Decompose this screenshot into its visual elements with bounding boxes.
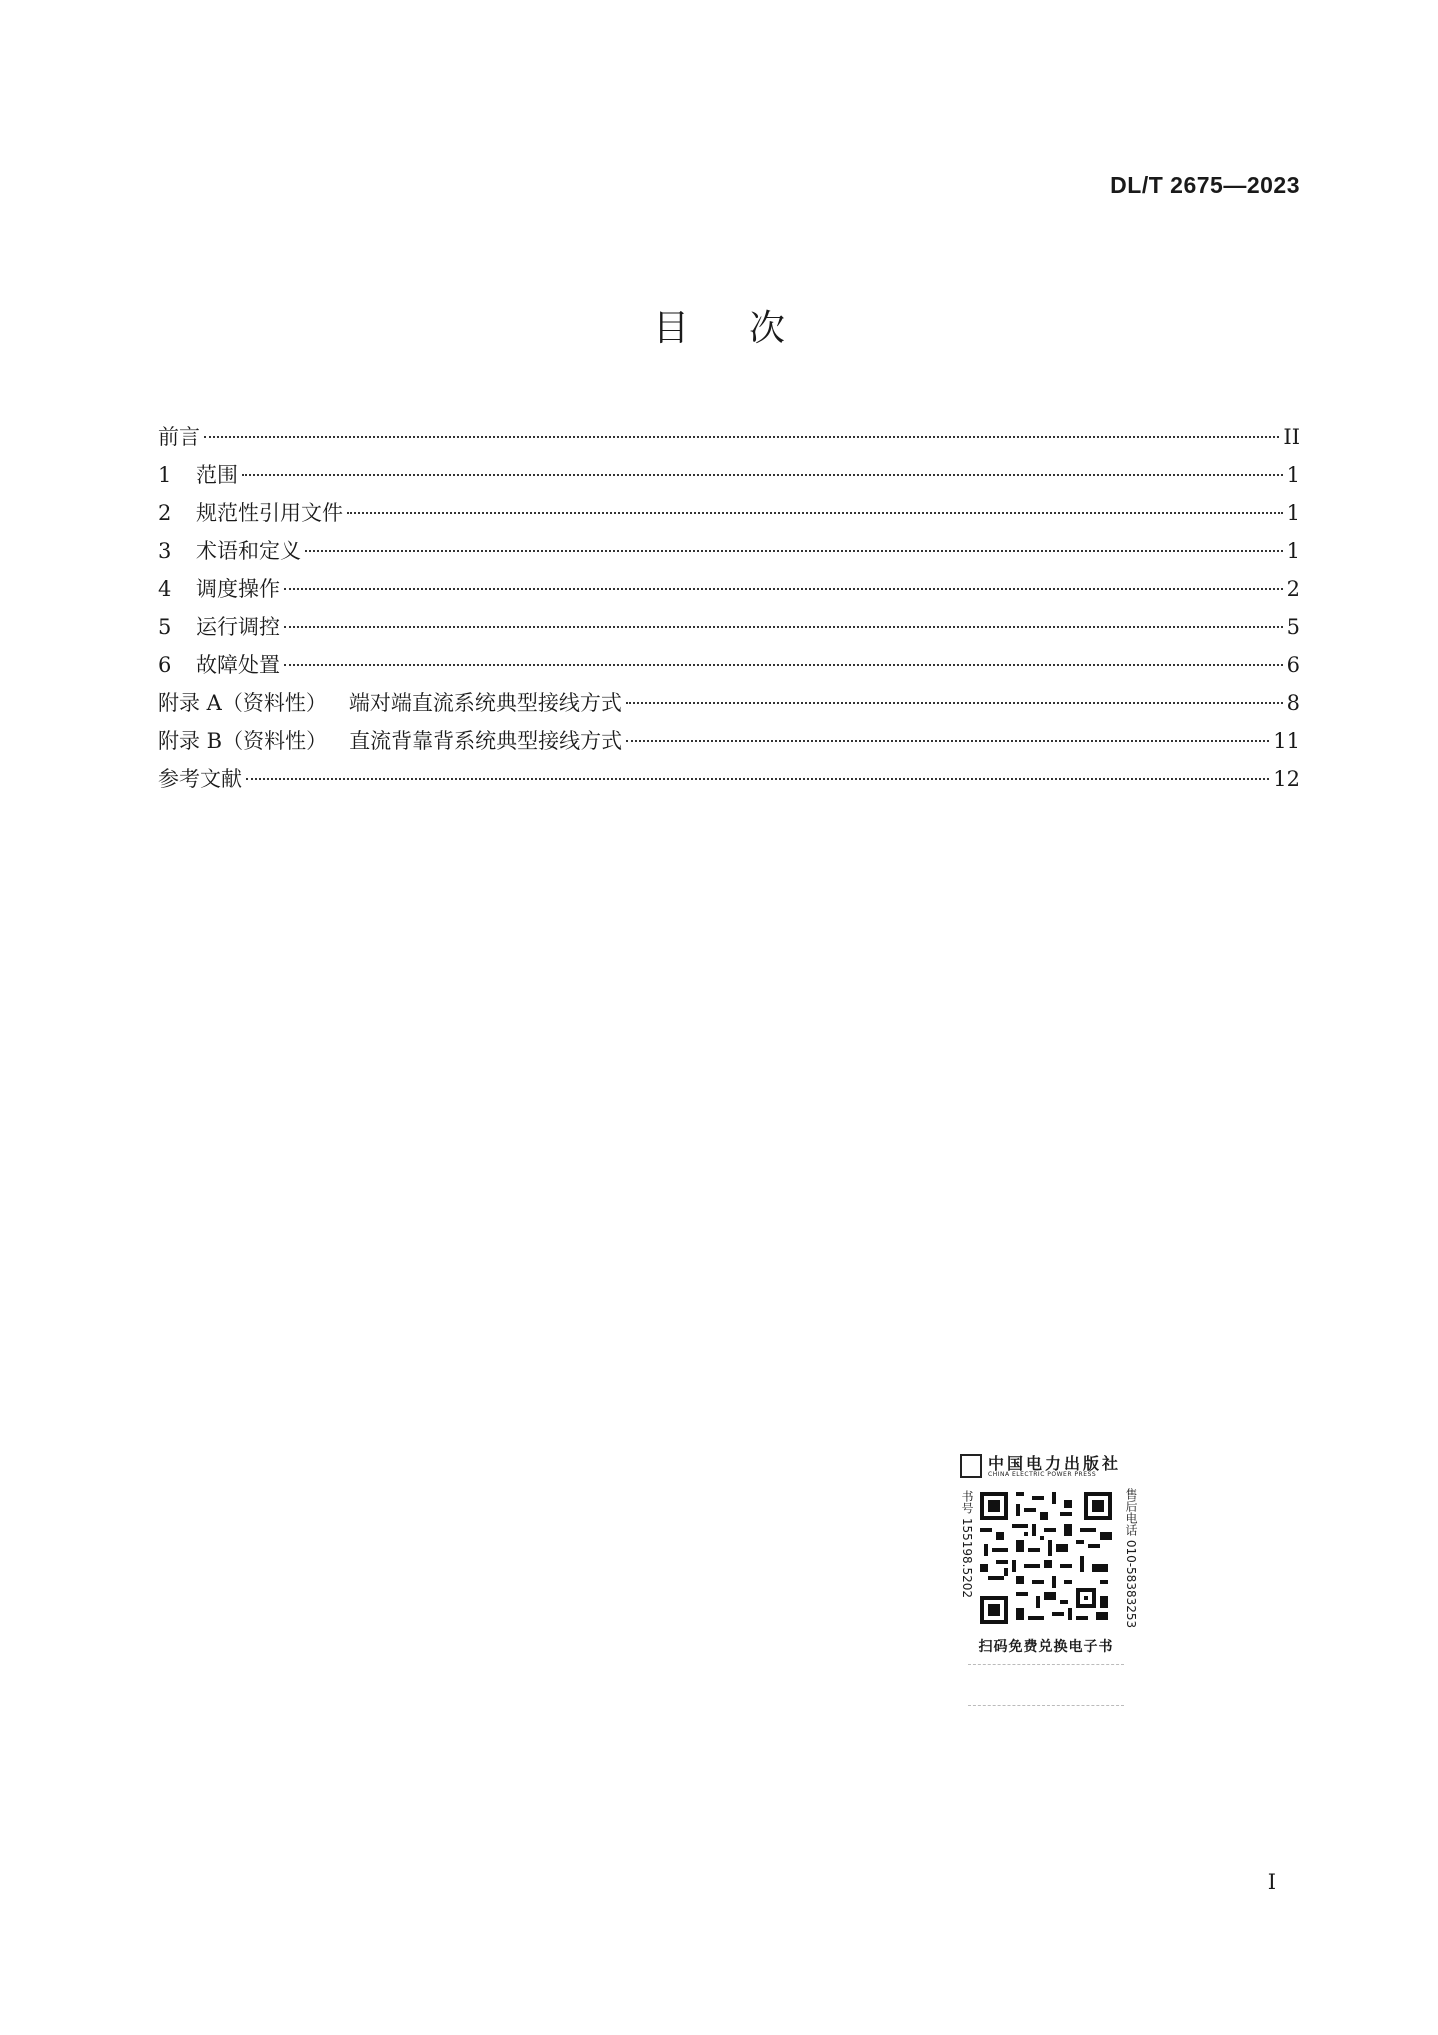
publisher-logo-icon <box>960 1454 982 1478</box>
toc-entry-appendix-a[interactable] <box>158 684 1300 722</box>
toc-entry-page: 1 <box>1286 463 1300 487</box>
toc-leader-dots <box>284 664 1283 666</box>
toc-entry-page: 12 <box>1273 767 1300 791</box>
toc-leader-dots <box>305 550 1283 552</box>
toc-entry-dispatch-operation[interactable] <box>158 570 1300 608</box>
page-number: I <box>1267 1870 1276 1894</box>
publisher-logo <box>958 1450 1134 1486</box>
toc-entry-page: 2 <box>1286 577 1300 601</box>
toc-leader-dots <box>347 512 1283 514</box>
toc-entry-number: 3 <box>158 539 172 563</box>
toc-leader-dots <box>626 740 1269 742</box>
book-number: 书号 155198.5202 <box>960 1490 974 1598</box>
table-of-contents <box>158 418 1300 798</box>
toc-entry-terms-definitions[interactable] <box>158 532 1300 570</box>
toc-entry-appendix-b[interactable] <box>158 722 1300 760</box>
toc-entry-label: 附录 A（资料性） <box>158 691 327 715</box>
toc-entry-number: 5 <box>158 615 172 639</box>
publisher-name-en: CHINA ELECTRIC POWER PRESS <box>988 1471 1097 1478</box>
toc-entry-page: 1 <box>1286 539 1300 563</box>
toc-entry-label: 调度操作 <box>196 577 280 601</box>
toc-entry-label: 前言 <box>158 425 200 449</box>
toc-entry-page: 5 <box>1286 615 1300 639</box>
scratch-code-area <box>968 1664 1124 1706</box>
toc-entry-page: 8 <box>1286 691 1300 715</box>
qr-caption: 扫码免费兑换电子书 <box>978 1639 1114 1655</box>
toc-entry-operation-control[interactable] <box>158 608 1300 646</box>
toc-entry-page: 11 <box>1273 729 1300 753</box>
toc-entry-subtitle: 直流背靠背系统典型接线方式 <box>349 729 623 753</box>
toc-title: 目次 <box>652 308 845 349</box>
toc-entry-label: 故障处置 <box>196 653 280 677</box>
toc-leader-dots <box>626 702 1283 704</box>
toc-entry-number: 2 <box>158 501 172 525</box>
toc-entry-label: 附录 B（资料性） <box>158 729 328 753</box>
toc-entry-number: 1 <box>158 463 172 487</box>
qr-code-icon[interactable] <box>980 1492 1112 1624</box>
toc-entry-number: 4 <box>158 577 172 601</box>
toc-entry-bibliography[interactable] <box>158 760 1300 798</box>
toc-entry-subtitle: 端对端直流系统典型接线方式 <box>348 691 622 715</box>
toc-entry-label: 范围 <box>196 463 238 487</box>
toc-entry-page: II <box>1283 425 1300 449</box>
toc-leader-dots <box>284 626 1283 628</box>
toc-entry-label: 运行调控 <box>196 615 280 639</box>
toc-entry-label: 术语和定义 <box>196 539 301 563</box>
toc-entry-page: 1 <box>1286 501 1300 525</box>
toc-leader-dots <box>204 436 1279 438</box>
qr-sticker <box>958 1450 1138 1712</box>
toc-entry-fault-handling[interactable] <box>158 646 1300 684</box>
toc-entry-foreword[interactable] <box>158 418 1300 456</box>
toc-entry-label: 规范性引用文件 <box>196 501 343 525</box>
toc-entry-page: 6 <box>1286 653 1300 677</box>
toc-entry-label: 参考文献 <box>158 767 242 791</box>
service-phone: 售后电话 010-58383253 <box>1124 1488 1138 1629</box>
toc-entry-number: 6 <box>158 653 172 677</box>
toc-leader-dots <box>242 474 1283 476</box>
toc-entry-scope[interactable] <box>158 456 1300 494</box>
toc-entry-normative-references[interactable] <box>158 494 1300 532</box>
toc-leader-dots <box>284 588 1283 590</box>
toc-leader-dots <box>246 778 1269 780</box>
standard-code: DL/T 2675—2023 <box>1110 172 1300 198</box>
publisher-name-cn: 中国电力出版社 <box>988 1454 1122 1473</box>
